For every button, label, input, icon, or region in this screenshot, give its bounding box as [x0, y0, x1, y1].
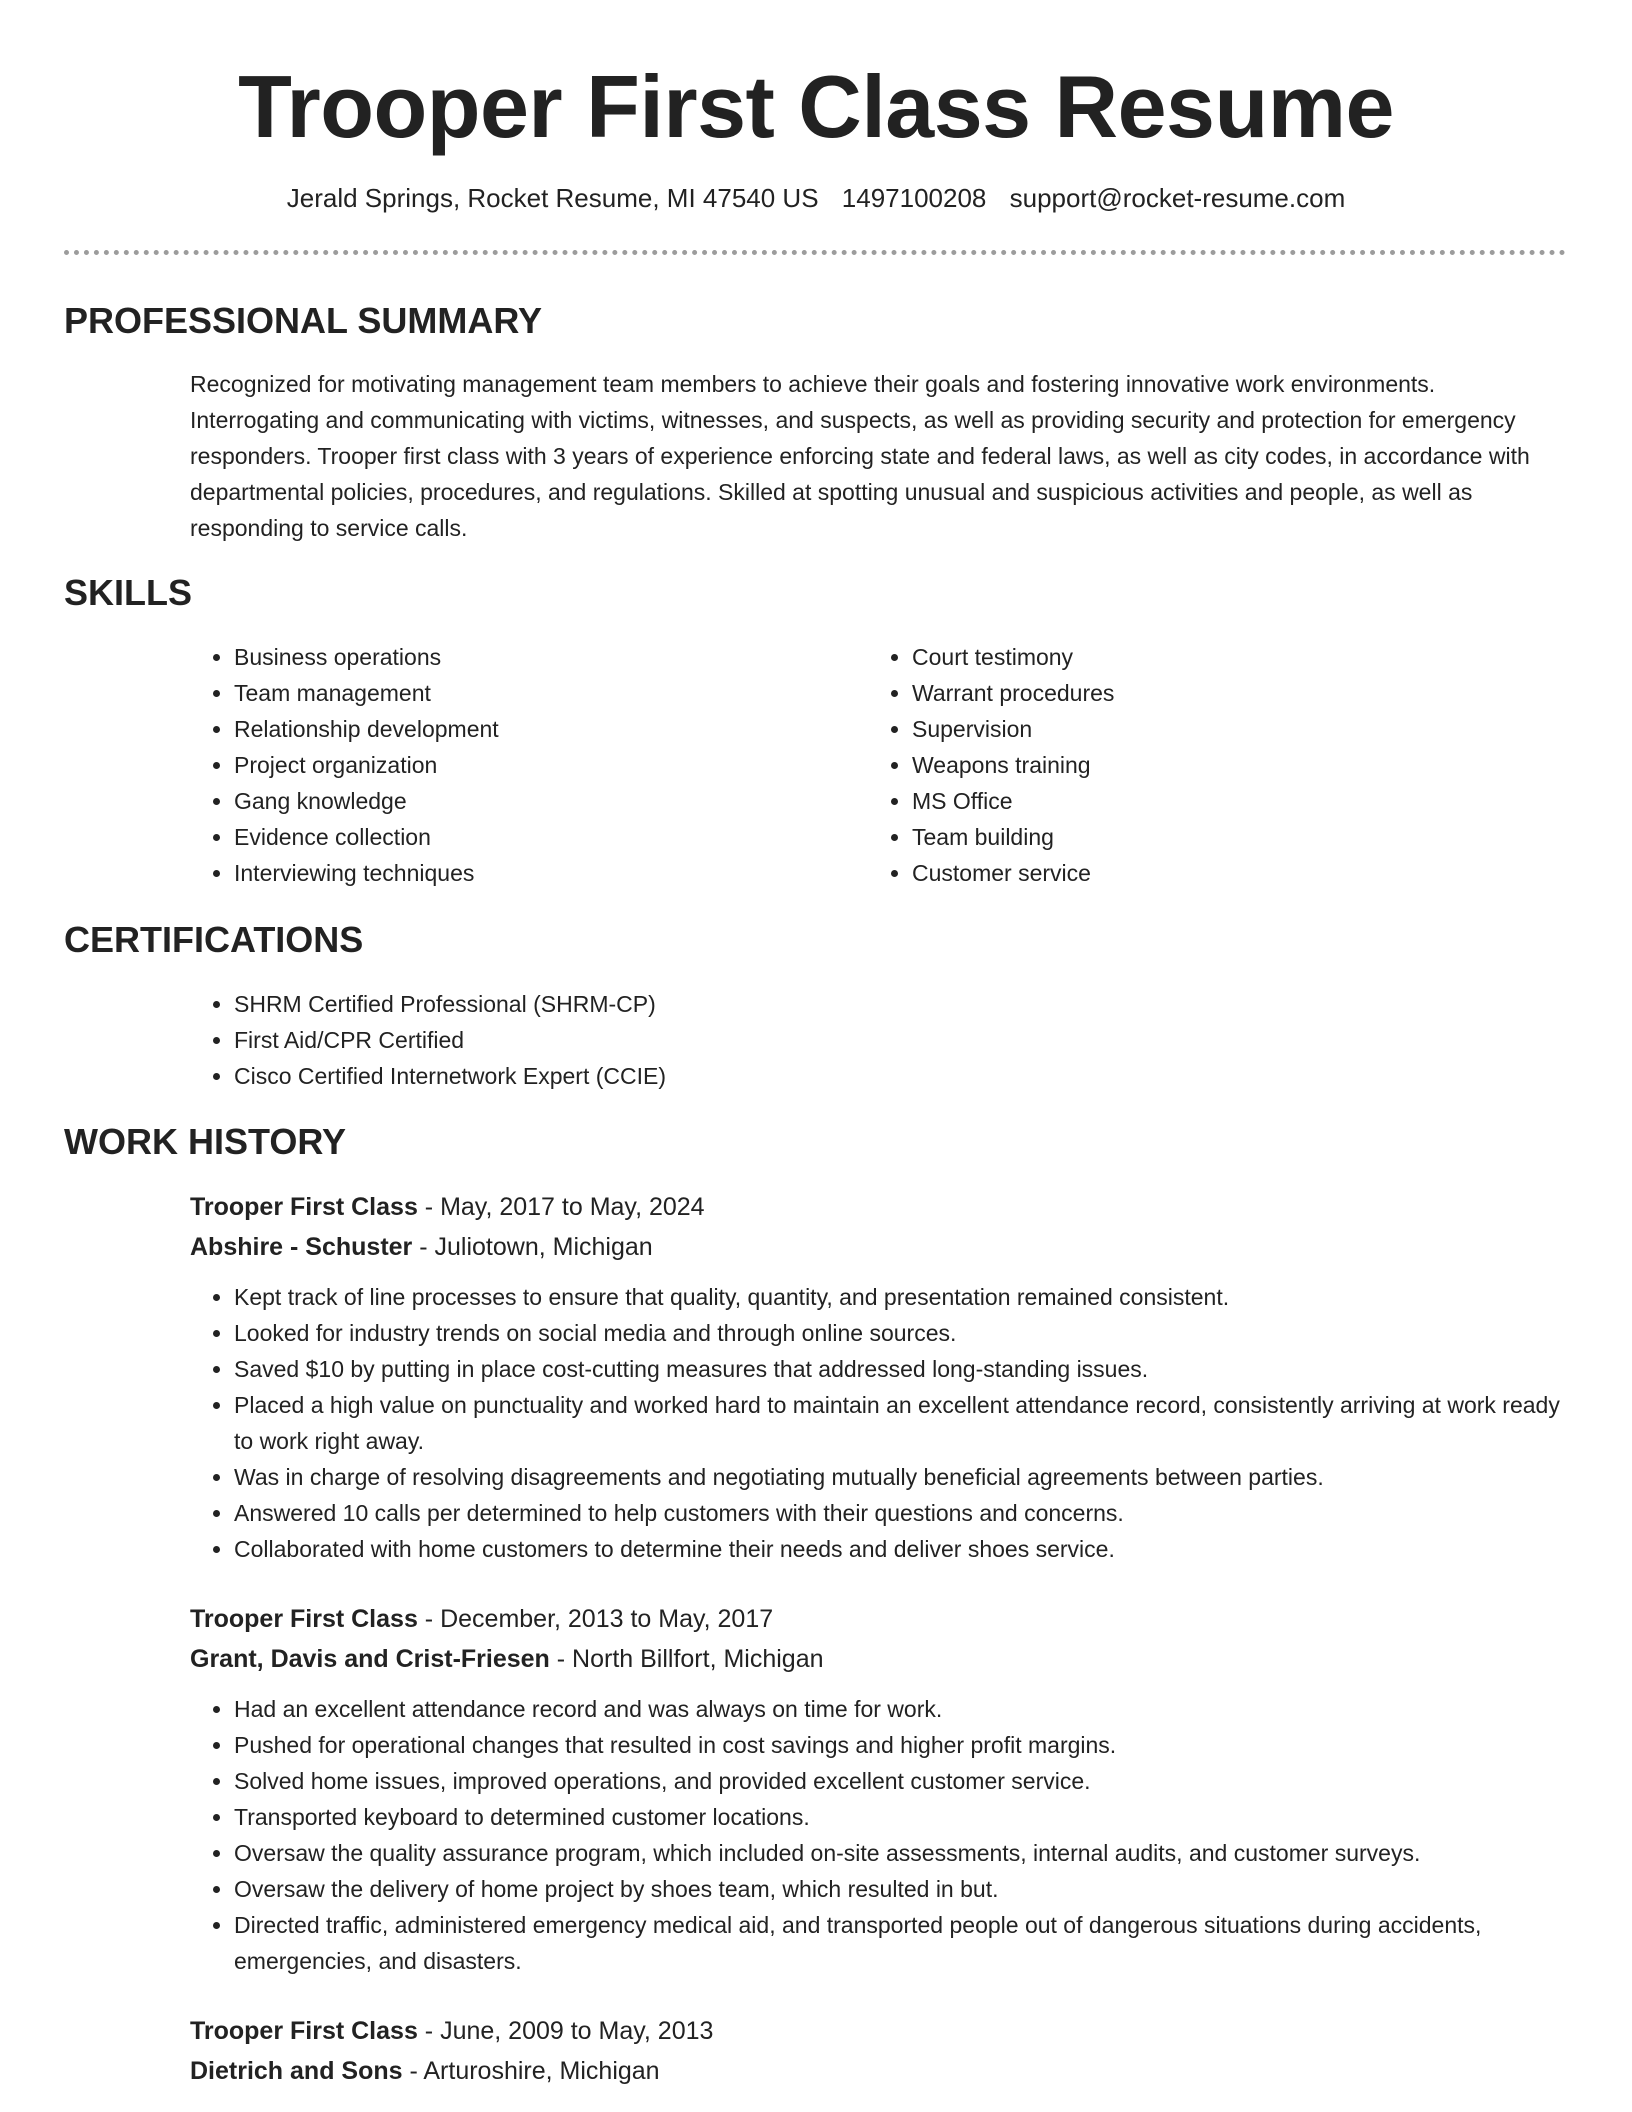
skill-item: • Supervision [912, 711, 1508, 747]
job-dates: - June, 2009 to May, 2013 [417, 2017, 714, 2045]
job-bullet: • Placed a high value on punctuality and worked hard to maintain an excellent attendance record, consistently arriving at work ready to work right away. [234, 1387, 1580, 1459]
work-history-heading: WORK HISTORY [64, 1121, 347, 1162]
job-bullet: • Transported keyboard to determined customer locations. [234, 1799, 1580, 1835]
skill-item: • MS Office [912, 783, 1508, 819]
job-company-line [190, 1639, 1580, 1679]
job-bullet: • Oversaw the delivery of home project by shoes team, which resulted in but. [234, 1871, 1580, 1907]
job-company: Dietrich and Sons [190, 2057, 403, 2085]
skill-item: • Warrant procedures [912, 675, 1508, 711]
skills-column-right [868, 639, 1508, 891]
job-bullet: • Kept track of line processes to ensure that quality, quantity, and presentation remained consistent. [234, 1279, 1580, 1315]
job-title-line [190, 1599, 1580, 1639]
skill-item: • Team management [234, 675, 830, 711]
job-title-line [190, 2011, 1580, 2051]
job-dates: - December, 2013 to May, 2017 [417, 1605, 774, 1633]
job-bullet: • Pushed for operational changes that resulted in cost savings and higher profit margins. [234, 1727, 1580, 1763]
job-title: Trooper First Class [190, 1193, 418, 1221]
summary-heading: PROFESSIONAL SUMMARY [64, 300, 543, 341]
certifications-list [190, 986, 1490, 1094]
job-dates: - May, 2017 to May, 2024 [417, 1193, 705, 1221]
certifications-heading: CERTIFICATIONS [64, 919, 364, 960]
certification-item: • Cisco Certified Internetwork Expert (CCIE) [234, 1058, 1490, 1094]
skill-item: • Project organization [234, 747, 830, 783]
job-title: Trooper First Class [190, 2017, 418, 2045]
skill-item: • Interviewing techniques [234, 855, 830, 891]
job-bullet: • Solved home issues, improved operations, and provided excellent customer service. [234, 1763, 1580, 1799]
skill-item: • Team building [912, 819, 1508, 855]
job-company-line [190, 1227, 1580, 1267]
skill-item: • Gang knowledge [234, 783, 830, 819]
job-bullet: • Had an excellent attendance record and was always on time for work. [234, 1691, 1580, 1727]
job-entry [190, 1599, 1580, 1979]
skill-item: • Weapons training [912, 747, 1508, 783]
contact-line [0, 180, 1632, 216]
job-title-line [190, 1187, 1580, 1227]
header-divider [64, 250, 1566, 255]
skill-item: • Court testimony [912, 639, 1508, 675]
job-entry [190, 1187, 1580, 1567]
job-bullet: • Collaborated with home customers to determine their needs and deliver shoes service. [234, 1531, 1580, 1567]
skills-heading: SKILLS [64, 572, 193, 613]
job-location: - Juliotown, Michigan [412, 1233, 653, 1261]
contact-address: Jerald Springs, Rocket Resume, MI 47540 US [286, 183, 819, 213]
job-location: - North Billfort, Michigan [549, 1645, 824, 1673]
job-location: - Arturoshire, Michigan [402, 2057, 660, 2085]
resume-title: Trooper First Class Resume [238, 57, 1394, 156]
certification-item: • First Aid/CPR Certified [234, 1022, 1490, 1058]
skill-item: • Evidence collection [234, 819, 830, 855]
skill-item: • Customer service [912, 855, 1508, 891]
skill-item: • Business operations [234, 639, 830, 675]
job-bullet: • Saved $10 by putting in place cost-cutting measures that addressed long-standing issues. [234, 1351, 1580, 1387]
job-title: Trooper First Class [190, 1605, 418, 1633]
job-bullet: • Answered 10 calls per determined to help customers with their questions and concerns. [234, 1495, 1580, 1531]
contact-phone: 1497100208 [841, 183, 987, 213]
job-bullet: • Was in charge of resolving disagreements and negotiating mutually beneficial agreements between parties. [234, 1459, 1580, 1495]
skill-item: • Relationship development [234, 711, 830, 747]
skills-column-left [190, 639, 830, 891]
job-bullet: • Oversaw the quality assurance program, which included on-site assessments, internal audits, and customer surveys. [234, 1835, 1580, 1871]
certification-item: • SHRM Certified Professional (SHRM-CP) [234, 986, 1490, 1022]
job-company: Abshire - Schuster [190, 1233, 413, 1261]
summary-text: Recognized for motivating management team members to achieve their goals and fostering innovative work environments. Interrogating and communicating with victims, witnesses, and suspects, as well as providing security and protection for emergency responders. Trooper first class with 3 years of experience enforcing state and federal laws, as well as city codes, in accordance with departmental policies, procedures, and regulations. Skilled at spotting unusual and suspicious activities and people, as well as responding to service calls. [190, 371, 1530, 541]
job-company-line [190, 2051, 1580, 2091]
job-bullet: • Directed traffic, administered emergency medical aid, and transported people out of dangerous situations during accidents, emergencies, and disasters. [234, 1907, 1580, 1979]
job-bullet: • Looked for industry trends on social media and through online sources. [234, 1315, 1580, 1351]
contact-email: support@rocket-resume.com [1009, 183, 1346, 213]
job-company: Grant, Davis and Crist-Friesen [190, 1645, 550, 1673]
job-entry [190, 2011, 1580, 2091]
